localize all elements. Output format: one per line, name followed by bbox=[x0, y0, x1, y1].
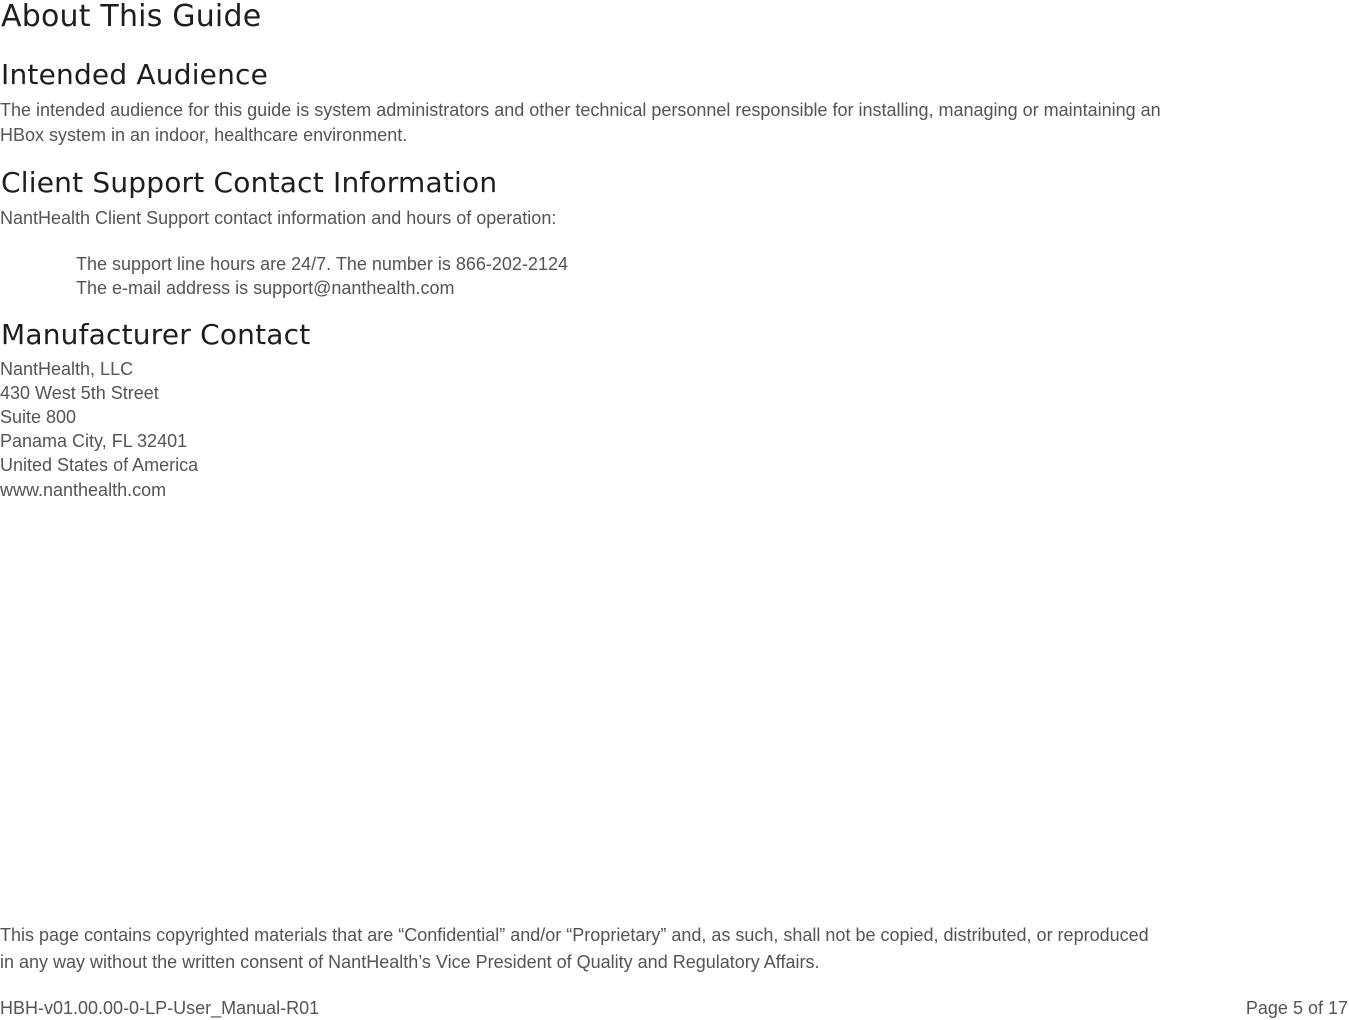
document-id: HBH-v01.00.00-0-LP-User_Manual-R01 bbox=[0, 998, 320, 1018]
support-hours-line: The support line hours are 24/7. The number is 866-202-2124 bbox=[76, 254, 568, 274]
manufacturer-street-address: 430 West 5th Street bbox=[0, 383, 159, 403]
confidentiality-notice-line-2: in any way without the written consent of NantHealth’s Vice President of Quality and Regulatory Affairs. bbox=[0, 952, 820, 972]
manufacturer-company-name: NantHealth, LLC bbox=[0, 359, 134, 379]
intended-audience-text-line-2: HBox system in an indoor, healthcare environment. bbox=[0, 125, 408, 145]
client-support-intro: NantHealth Client Support contact information and hours of operation: bbox=[0, 208, 557, 228]
page-footer bbox=[0, 996, 1349, 1020]
confidentiality-notice-line-1: This page contains copyrighted materials that are “Confidential” and/or “Proprietary” and, as such, shall not be copied, distributed, or reproduced bbox=[0, 925, 1149, 945]
manufacturer-website-link[interactable]: www.nanthealth.com bbox=[0, 480, 167, 500]
intended-audience-heading: Intended Audience bbox=[1, 58, 269, 91]
page-title: About This Guide bbox=[1, 0, 262, 34]
intended-audience-text-line-1: The intended audience for this guide is system administrators and other technical personnel responsible for installing, managing or maintaining an bbox=[0, 100, 1161, 120]
manufacturer-contact-heading: Manufacturer Contact bbox=[1, 318, 311, 351]
client-support-heading: Client Support Contact Information bbox=[1, 166, 498, 199]
manufacturer-country: United States of America bbox=[0, 455, 199, 475]
support-email-line: The e-mail address is support@nanthealth.com bbox=[76, 278, 455, 298]
page-number: Page 5 of 17 bbox=[1245, 998, 1348, 1018]
manufacturer-suite: Suite 800 bbox=[0, 407, 77, 427]
manufacturer-city-state-zip: Panama City, FL 32401 bbox=[0, 431, 188, 451]
